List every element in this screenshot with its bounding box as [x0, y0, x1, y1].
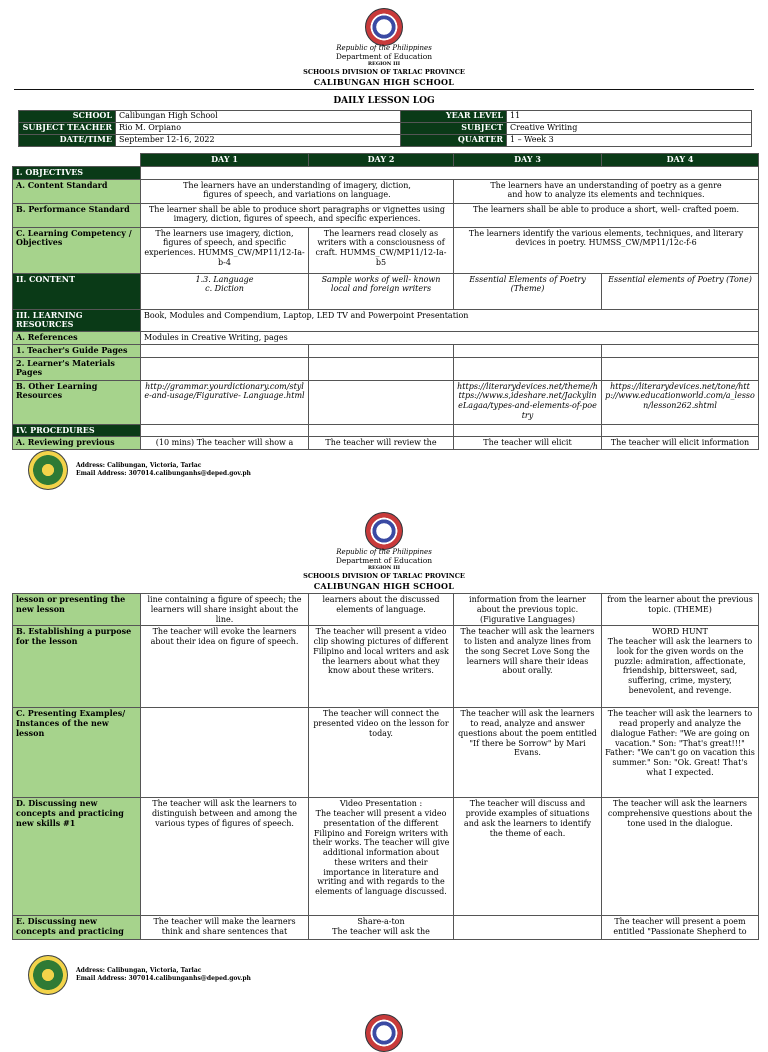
- content-day1: 1.3. Language c. Diction: [141, 273, 309, 309]
- school-info-table: [18, 110, 752, 147]
- discussing-1-day1: The teacher will ask the learners to distinguish between and among the various types of figures of speech.: [141, 798, 309, 916]
- procedures-day1: [141, 424, 309, 437]
- learning-competency-day1: The learners use imagery, diction, figures of speech, and specific experiences. HUMMS_CW/MP11/12-Ia-b-4: [141, 227, 309, 273]
- teachers-guide-day1: [141, 344, 309, 357]
- procedures-day2: [309, 424, 454, 437]
- footer-address-line: Address: Calibungan, Victoria, Tarlac: [76, 462, 202, 469]
- presenting-examples-day2: The teacher will connect the presented video on the lesson for today.: [309, 708, 454, 798]
- procedures-heading: IV. PROCEDURES: [13, 424, 141, 437]
- deped-seal-icon: [365, 512, 403, 550]
- content-day2: Sample works of well- known local and foreign writers: [309, 273, 454, 309]
- discussing-2-day3: [454, 916, 602, 940]
- learners-materials-day3: [454, 357, 602, 380]
- reviewing-day3-cont: information from the learner about the previous topic. (Figurative Languages): [454, 594, 602, 626]
- date-value: September 12-16, 2022: [116, 135, 401, 147]
- reviewing-day2: The teacher will review the: [309, 437, 454, 450]
- discussing-2-day1: The teacher will make the learners think and share sentences that: [141, 916, 309, 940]
- content-standard-label: A. Content Standard: [13, 179, 141, 203]
- establishing-purpose-label: B. Establishing a purpose for the lesson: [13, 626, 141, 708]
- header-republic: Republic of the Philippines: [336, 44, 432, 52]
- objectives-heading: I. OBJECTIVES: [13, 166, 141, 179]
- footer-email-line: Email Address: 307014.calibunganhs@deped.gov.ph: [76, 974, 251, 982]
- performance-standard-day34: The learners shall be able to produce a short, well- crafted poem.: [454, 203, 759, 227]
- establishing-purpose-day4: [602, 626, 759, 708]
- presenting-examples-label: C. Presenting Examples/ Instances of the new lesson: [13, 708, 141, 798]
- grade-label: YEAR LEVEL: [401, 111, 507, 123]
- deped-seal-icon: [365, 1014, 403, 1052]
- learners-materials-label: 2. Learner's Materials Pages: [13, 357, 141, 380]
- learning-resources-all: Book, Modules and Compendium, Laptop, LED TV and Powerpoint Presentation: [141, 309, 759, 332]
- lesson-log-table-page2: [12, 593, 759, 940]
- grade-value: 11: [507, 111, 752, 123]
- school-logo-icon: [28, 450, 68, 490]
- reviewing-label-cont: lesson or presenting the new lesson: [13, 594, 141, 626]
- day-4-header: DAY 4: [602, 154, 759, 167]
- procedures-day3: [454, 424, 602, 437]
- establishing-purpose-day3: The teacher will ask the learners to listen and analyze lines from the song Secret Love Song the learners will share their ideas about orally.: [454, 626, 602, 708]
- teacher-label: SUBJECT TEACHER: [19, 123, 116, 135]
- subject-label: SUBJECT: [401, 123, 507, 135]
- date-label: DATE/TIME: [19, 135, 116, 147]
- reviewing-day1-cont: line containing a figure of speech; the learners will share insight about the line.: [141, 594, 309, 626]
- objectives-blank: [141, 166, 759, 179]
- teachers-guide-label: 1. Teacher's Guide Pages: [13, 344, 141, 357]
- teachers-guide-day3: [454, 344, 602, 357]
- video-presentation-heading: Video Presentation :: [339, 799, 423, 809]
- learning-competency-label: C. Learning Competency / Objectives: [13, 227, 141, 273]
- content-standard-day34: The learners have an understanding of poetry as a genre and how to analyze its elements and techniques.: [454, 179, 759, 203]
- teachers-guide-day2: [309, 344, 454, 357]
- footer-email-line: Email Address: 307014.calibunganhs@deped.gov.ph: [76, 469, 251, 477]
- reviewing-label: A. Reviewing previous: [13, 437, 141, 450]
- reviewing-day2-cont: learners about the discussed elements of language.: [309, 594, 454, 626]
- reviewing-day4: The teacher will elicit information: [602, 437, 759, 450]
- content-day4: Essential elements of Poetry (Tone): [602, 273, 759, 309]
- other-resources-day2: [309, 380, 454, 424]
- discussing-2-label: E. Discussing new concepts and practicing: [13, 916, 141, 940]
- presenting-examples-day1: [141, 708, 309, 798]
- quarter-label: QUARTER: [401, 135, 507, 147]
- deped-seal-icon: [365, 8, 403, 46]
- share-a-ton-heading: Share-a-ton: [357, 917, 405, 927]
- footer-address: [76, 462, 251, 477]
- school-label: SCHOOL: [19, 111, 116, 123]
- establishing-purpose-day2: The teacher will present a video clip showing pictures of different Filipino and local writers and ask the learners about what they know about these writers.: [309, 626, 454, 708]
- learners-materials-day4: [602, 357, 759, 380]
- reviewing-day4-cont: from the learner about the previous topic. (THEME): [602, 594, 759, 626]
- footer-address: [76, 967, 251, 982]
- teachers-guide-day4: [602, 344, 759, 357]
- share-a-ton-text: The teacher will ask the: [332, 927, 430, 936]
- performance-standard-day12: The learner shall be able to produce short paragraphs or vignettes using imagery, diction, figures of speech, and specific experiences.: [141, 203, 454, 227]
- presenting-examples-day3: The teacher will ask the learners to read, analyze and answer questions about the poem entitled "If there be Sorrow" by Mari Evans.: [454, 708, 602, 798]
- school-logo-icon: [28, 955, 68, 995]
- header-department: Department of Education: [335, 556, 433, 565]
- learners-materials-day2: [309, 357, 454, 380]
- teacher-value: Rio M. Orpiano: [116, 123, 401, 135]
- footer-address-line: Address: Calibungan, Victoria, Tarlac: [76, 967, 202, 974]
- video-presentation-text: The teacher will present a video presentation of the different Filipino and Foreign writers with their works. The teacher will give additional information about these writers and their importance in literature and writing and with regards to the elements of language discussed.: [312, 809, 450, 896]
- quarter-value: 1 – Week 3: [507, 135, 752, 147]
- day-3-header: DAY 3: [454, 154, 602, 167]
- header-school: CALIBUNGAN HIGH SCHOOL: [313, 581, 455, 591]
- discussing-1-day3: The teacher will discuss and provide examples of situations and ask the learners to identify the theme of each.: [454, 798, 602, 916]
- header-division: SCHOOLS DIVISION OF TARLAC PROVINCE: [303, 572, 465, 580]
- discussing-1-label: D. Discussing new concepts and practicing new skills #1: [13, 798, 141, 916]
- discussing-2-day4: The teacher will present a poem entitled "Passionate Shepherd to: [602, 916, 759, 940]
- procedures-day4: [602, 424, 759, 437]
- page-title: DAILY LESSON LOG: [333, 96, 435, 106]
- learning-competency-day2: The learners read closely as writers with a consciousness of craft. HUMMS_CW/MP11/12-Ia-b5: [309, 227, 454, 273]
- header-school: CALIBUNGAN HIGH SCHOOL: [313, 77, 455, 87]
- other-resources-day3: https://literarydevices.net/theme/https://www.s,ideshare.net/JackylineLagaa/types-and-elements-of-poetry: [454, 380, 602, 424]
- day-2-header: DAY 2: [309, 154, 454, 167]
- day-1-header: DAY 1: [141, 154, 309, 167]
- learning-resources-heading: III. LEARNING RESOURCES: [13, 309, 141, 332]
- reviewing-day1: (10 mins) The teacher will show a: [141, 437, 309, 450]
- references-label: A. References: [13, 332, 141, 345]
- word-hunt-text: The teacher will ask the learners to look for the given words on the puzzle: admiration, affectionate, friendship, bittersweet, sad, suffering, crime, mystery, benevolent, and revenge.: [607, 637, 753, 695]
- other-resources-day4: https://literarydevices.net/tone/http://www.educationworld.com/a_lesson/lesson262.shtml: [602, 380, 759, 424]
- word-hunt-heading: WORD HUNT: [652, 627, 708, 637]
- discussing-1-day2: [309, 798, 454, 916]
- subject-value: Creative Writing: [507, 123, 752, 135]
- discussing-2-day2: [309, 916, 454, 940]
- lesson-log-table-page1: [12, 153, 759, 450]
- content-heading: II. CONTENT: [13, 273, 141, 309]
- establishing-purpose-day1: The teacher will evoke the learners about their idea on figure of speech.: [141, 626, 309, 708]
- content-standard-day12: The learners have an understanding of imagery, diction, figures of speech, and variations on language.: [141, 179, 454, 203]
- header-region: REGION III: [367, 565, 401, 571]
- header-region: REGION III: [367, 61, 401, 67]
- corner-cell: [13, 154, 141, 167]
- school-value: Calibungan High School: [116, 111, 401, 123]
- other-resources-day1: http://grammar.yourdictionary.com/style-and-usage/Figurative- Language.html: [141, 380, 309, 424]
- content-day3: Essential Elements of Poetry (Theme): [454, 273, 602, 309]
- header-division: SCHOOLS DIVISION OF TARLAC PROVINCE: [303, 68, 465, 76]
- header-divider: [14, 89, 754, 90]
- references-all: Modules in Creative Writing, pages: [141, 332, 759, 345]
- header-republic: Republic of the Philippines: [336, 548, 432, 556]
- learners-materials-day1: [141, 357, 309, 380]
- reviewing-day3: The teacher will elicit: [454, 437, 602, 450]
- performance-standard-label: B. Performance Standard: [13, 203, 141, 227]
- other-resources-label: B. Other Learning Resources: [13, 380, 141, 424]
- discussing-1-day4: The teacher will ask the learners comprehensive questions about the tone used in the dialogue.: [602, 798, 759, 916]
- learning-competency-day34: The learners identify the various elements, techniques, and literary devices in poetry. HUMSS_CW/MP11/12c-f-6: [454, 227, 759, 273]
- header-department: Department of Education: [335, 52, 433, 61]
- presenting-examples-day4: The teacher will ask the learners to read properly and analyze the dialogue Father: "We are going on vacation." Son: "That's great!!!" Father: "We can't go on vacation this summer." Son: "Ok. Great! That's what I expected.: [602, 708, 759, 798]
